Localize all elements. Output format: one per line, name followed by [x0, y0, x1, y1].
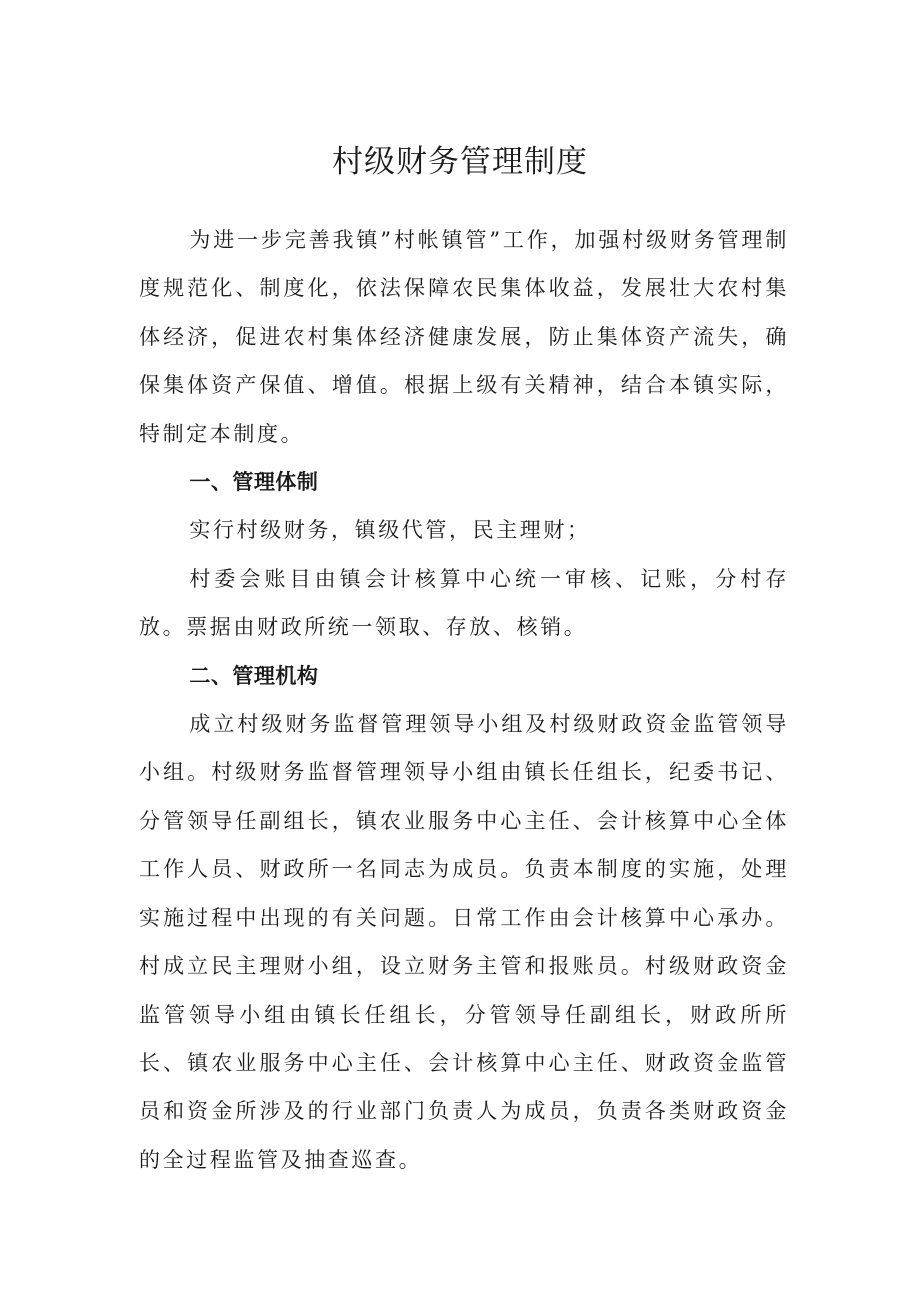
section-paragraph: 成立村级财务监督管理领导小组及村级财政资金监管领导小组。村级财务监督管理领导小组由镇长任组长，纪委书记、分管领导任副组长，镇农业服务中心主任、会计核算中心全体工作人员、财政所一名同志为成员。负责本制度的实施，处理实施过程中出现的有关问题。日常工作由会计核算中心承办。村成立民主理财小组，设立财务主管和报账员。村级财政资金监管领导小组由镇长任组长，分管领导任副组长，财政所所长、镇农业服务中心主任、会计核算中心主任、财政资金监管员和资金所涉及的行业部门负责人为成员，负责各类财政资金的全过程监管及抽查巡查。	[139, 712, 789, 1172]
intro-paragraph: 为进一步完善我镇”村帐镇管”工作，加强村级财务管理制度规范化、制度化，依法保障农民集体收益，发展壮大农村集体经济，促进农村集体经济健康发展，防止集体资产流失，确保集体资产保值、增值。根据上级有关精神，结合本镇实际，特制定本制度。	[139, 228, 789, 446]
section-paragraph: 实行村级财务，镇级代管，民主理财；	[189, 518, 591, 543]
document-body	[139, 216, 789, 1184]
section-paragraph: 村委会账目由镇会计核算中心统一审核、记账，分村存放。票据由财政所统一领取、存放、核销。	[139, 566, 789, 640]
section-heading-management-organization: 二、管理机构	[189, 663, 319, 688]
document-title: 村级财务管理制度	[332, 144, 588, 180]
section-heading-management-system: 一、管理体制	[189, 470, 319, 495]
